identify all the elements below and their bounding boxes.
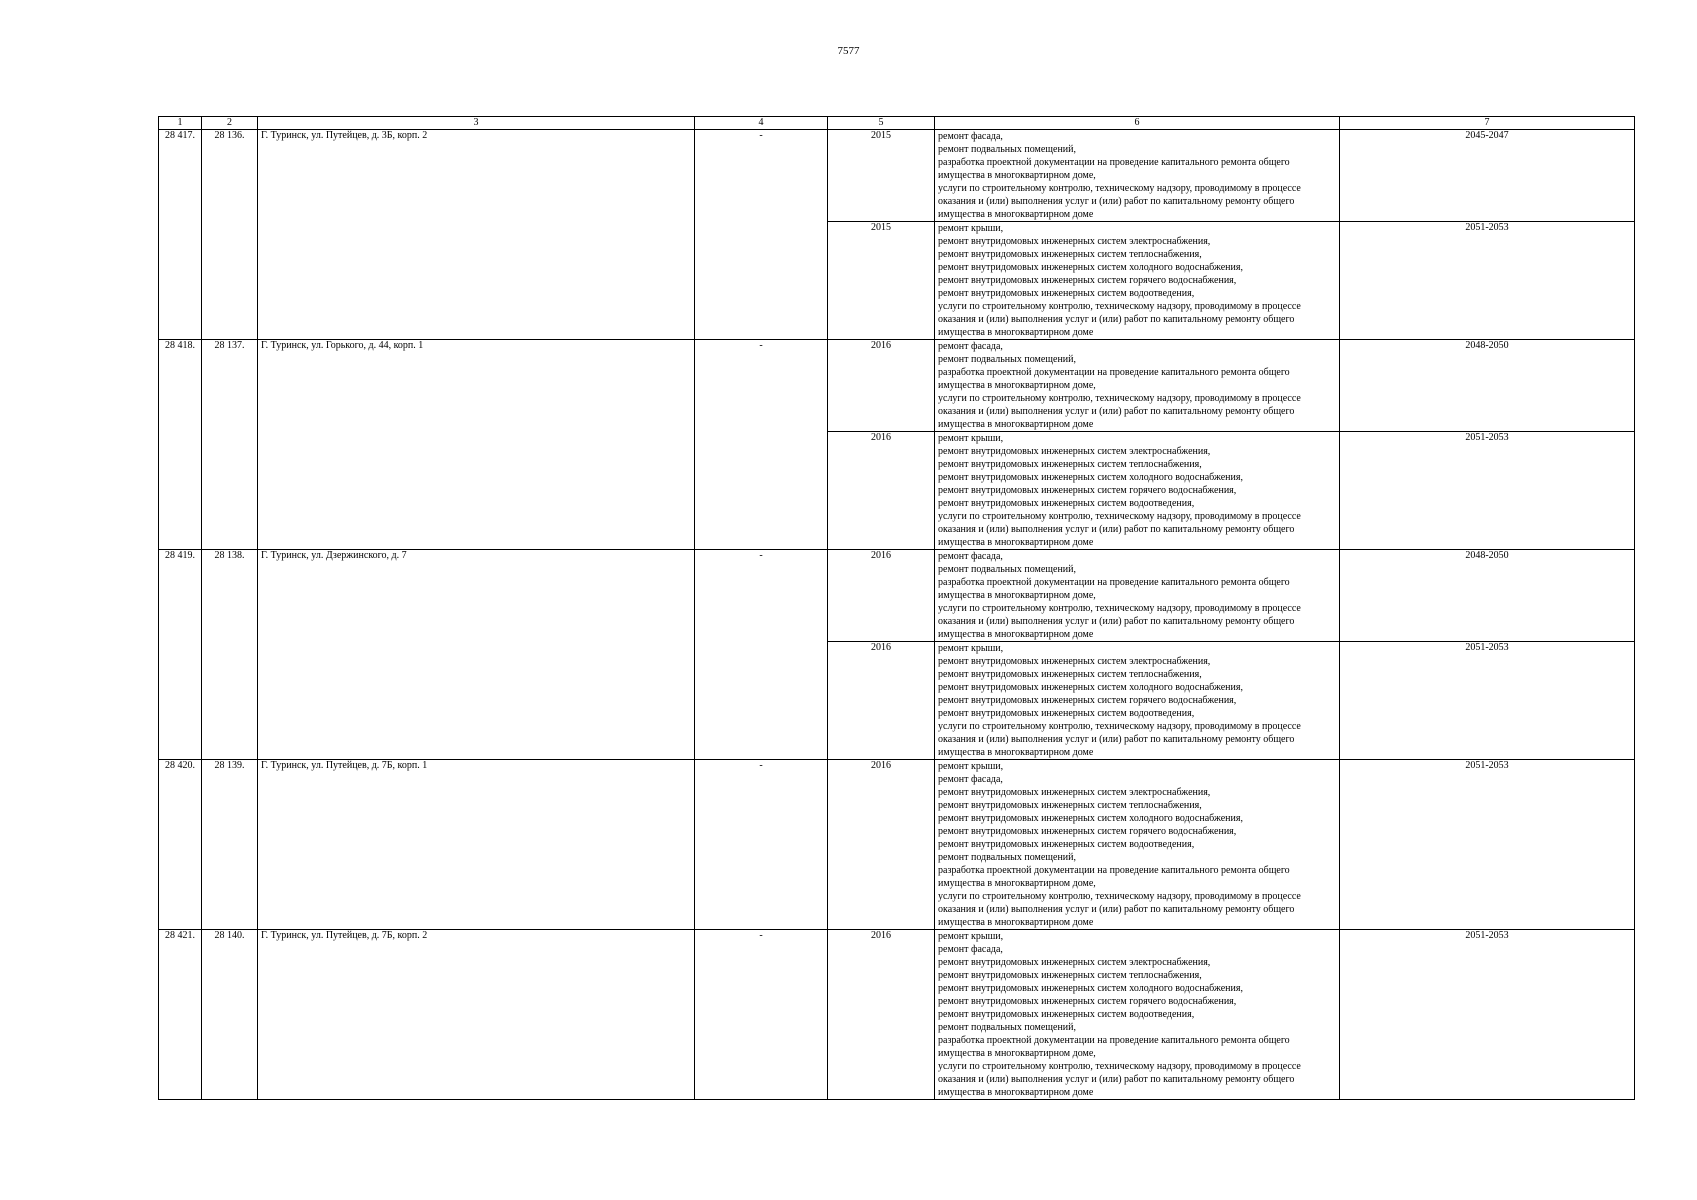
work-item: имущества в многоквартирном доме, xyxy=(938,878,1096,889)
work-item: услуги по строительному контролю, техническому надзору, проводимому в процессе xyxy=(938,393,1301,404)
column-4-cell: - xyxy=(695,340,828,550)
work-item: ремонт внутридомовых инженерных систем холодного водоснабжения, xyxy=(938,262,1243,273)
work-item: ремонт внутридомовых инженерных систем водоотведения, xyxy=(938,708,1195,719)
work-item: ремонт внутридомовых инженерных систем водоотведения, xyxy=(938,288,1195,299)
work-item: имущества в многоквартирном доме, xyxy=(938,590,1096,601)
work-item: ремонт внутридомовых инженерных систем электроснабжения, xyxy=(938,787,1211,798)
work-item: разработка проектной документации на проведение капитального ремонта общего xyxy=(938,157,1290,168)
work-item: имущества в многоквартирном доме, xyxy=(938,170,1096,181)
work-item: ремонт внутридомовых инженерных систем холодного водоснабжения, xyxy=(938,983,1243,994)
work-item: ремонт крыши, xyxy=(938,931,1004,942)
work-item: ремонт внутридомовых инженерных систем водоотведения, xyxy=(938,1009,1195,1020)
year-cell: 2016 xyxy=(828,432,935,550)
period-cell: 2051-2053 xyxy=(1340,432,1635,550)
work-item: оказания и (или) выполнения услуг и (или) работ по капитальному ремонту общего xyxy=(938,734,1295,745)
work-list xyxy=(938,760,1336,929)
column-4-cell: - xyxy=(695,130,828,340)
period-cell: 2051-2053 xyxy=(1340,642,1635,760)
table-body xyxy=(159,130,1635,1100)
address-cell: Г. Туринск, ул. Путейцев, д. 3Б, корп. 2 xyxy=(258,130,695,340)
works-cell xyxy=(935,130,1340,222)
work-item: услуги по строительному контролю, техническому надзору, проводимому в процессе xyxy=(938,183,1301,194)
table-row xyxy=(159,340,1635,432)
work-item: ремонт внутридомовых инженерных систем электроснабжения, xyxy=(938,446,1211,457)
sub-number: 28 137. xyxy=(202,340,258,550)
column-header: 1 xyxy=(159,117,202,130)
work-item: услуги по строительному контролю, техническому надзору, проводимому в процессе xyxy=(938,511,1301,522)
work-item: оказания и (или) выполнения услуг и (или) работ по капитальному ремонту общего xyxy=(938,904,1295,915)
year-cell: 2016 xyxy=(828,550,935,642)
table-row xyxy=(159,930,1635,1100)
column-header: 7 xyxy=(1340,117,1635,130)
work-item: ремонт внутридомовых инженерных систем теплоснабжения, xyxy=(938,249,1202,260)
work-item: ремонт подвальных помещений, xyxy=(938,1022,1076,1033)
year-cell: 2016 xyxy=(828,340,935,432)
year-cell: 2015 xyxy=(828,130,935,222)
work-item: услуги по строительному контролю, техническому надзору, проводимому в процессе xyxy=(938,721,1301,732)
period-cell: 2048-2050 xyxy=(1340,340,1635,432)
year-cell: 2016 xyxy=(828,930,935,1100)
column-header: 4 xyxy=(695,117,828,130)
work-item: имущества в многоквартирном доме, xyxy=(938,1048,1096,1059)
work-item: ремонт внутридомовых инженерных систем горячего водоснабжения, xyxy=(938,275,1237,286)
capital-repair-table xyxy=(158,116,1635,1100)
column-header: 5 xyxy=(828,117,935,130)
works-cell xyxy=(935,550,1340,642)
work-item: имущества в многоквартирном доме xyxy=(938,917,1094,928)
work-list xyxy=(938,550,1336,641)
work-item: оказания и (или) выполнения услуг и (или) работ по капитальному ремонту общего xyxy=(938,196,1295,207)
year-cell: 2016 xyxy=(828,642,935,760)
work-item: оказания и (или) выполнения услуг и (или) работ по капитальному ремонту общего xyxy=(938,314,1295,325)
work-list xyxy=(938,642,1336,759)
work-item: ремонт внутридомовых инженерных систем теплоснабжения, xyxy=(938,970,1202,981)
work-item: разработка проектной документации на проведение капитального ремонта общего xyxy=(938,865,1290,876)
work-item: имущества в многоквартирном доме xyxy=(938,419,1094,430)
work-item: ремонт внутридомовых инженерных систем водоотведения, xyxy=(938,839,1195,850)
table-row xyxy=(159,760,1635,930)
work-item: ремонт крыши, xyxy=(938,761,1004,772)
work-item: ремонт внутридомовых инженерных систем горячего водоснабжения, xyxy=(938,826,1237,837)
work-item: оказания и (или) выполнения услуг и (или) работ по капитальному ремонту общего xyxy=(938,406,1295,417)
work-item: ремонт фасада, xyxy=(938,774,1003,785)
row-number: 28 418. xyxy=(159,340,202,550)
works-cell xyxy=(935,222,1340,340)
work-item: ремонт фасада, xyxy=(938,551,1003,562)
work-item: ремонт внутридомовых инженерных систем холодного водоснабжения, xyxy=(938,472,1243,483)
work-item: ремонт внутридомовых инженерных систем холодного водоснабжения, xyxy=(938,682,1243,693)
work-list xyxy=(938,930,1336,1099)
column-number-row xyxy=(159,117,1635,130)
work-item: имущества в многоквартирном доме xyxy=(938,537,1094,548)
period-cell: 2051-2053 xyxy=(1340,930,1635,1100)
sub-number: 28 138. xyxy=(202,550,258,760)
period-cell: 2051-2053 xyxy=(1340,760,1635,930)
work-item: ремонт подвальных помещений, xyxy=(938,564,1076,575)
column-header: 3 xyxy=(258,117,695,130)
work-item: ремонт крыши, xyxy=(938,643,1004,654)
work-item: ремонт внутридомовых инженерных систем теплоснабжения, xyxy=(938,800,1202,811)
work-list xyxy=(938,340,1336,431)
work-item: ремонт фасада, xyxy=(938,341,1003,352)
work-item: услуги по строительному контролю, техническому надзору, проводимому в процессе xyxy=(938,301,1301,312)
works-cell xyxy=(935,432,1340,550)
work-item: разработка проектной документации на проведение капитального ремонта общего xyxy=(938,1035,1290,1046)
work-item: услуги по строительному контролю, техническому надзору, проводимому в процессе xyxy=(938,603,1301,614)
work-item: ремонт внутридомовых инженерных систем горячего водоснабжения, xyxy=(938,695,1237,706)
work-item: ремонт внутридомовых инженерных систем горячего водоснабжения, xyxy=(938,485,1237,496)
works-cell xyxy=(935,340,1340,432)
row-number: 28 420. xyxy=(159,760,202,930)
address-cell: Г. Туринск, ул. Путейцев, д. 7Б, корп. 1 xyxy=(258,760,695,930)
sub-number: 28 140. xyxy=(202,930,258,1100)
work-item: разработка проектной документации на проведение капитального ремонта общего xyxy=(938,577,1290,588)
column-4-cell: - xyxy=(695,760,828,930)
sub-number: 28 139. xyxy=(202,760,258,930)
period-cell: 2045-2047 xyxy=(1340,130,1635,222)
work-item: имущества в многоквартирном доме xyxy=(938,327,1094,338)
work-item: ремонт фасада, xyxy=(938,131,1003,142)
work-item: разработка проектной документации на проведение капитального ремонта общего xyxy=(938,367,1290,378)
work-list xyxy=(938,432,1336,549)
work-item: услуги по строительному контролю, техническому надзору, проводимому в процессе xyxy=(938,891,1301,902)
work-list xyxy=(938,130,1336,221)
year-cell: 2016 xyxy=(828,760,935,930)
page-number: 7577 xyxy=(837,45,860,57)
works-cell xyxy=(935,642,1340,760)
table-row xyxy=(159,550,1635,642)
address-cell: Г. Туринск, ул. Дзержинского, д. 7 xyxy=(258,550,695,760)
work-item: имущества в многоквартирном доме xyxy=(938,1087,1094,1098)
column-4-cell: - xyxy=(695,550,828,760)
address-cell: Г. Туринск, ул. Горького, д. 44, корп. 1 xyxy=(258,340,695,550)
work-item: услуги по строительному контролю, техническому надзору, проводимому в процессе xyxy=(938,1061,1301,1072)
work-item: ремонт внутридомовых инженерных систем электроснабжения, xyxy=(938,957,1211,968)
work-item: оказания и (или) выполнения услуг и (или) работ по капитальному ремонту общего xyxy=(938,524,1295,535)
address-cell: Г. Туринск, ул. Путейцев, д. 7Б, корп. 2 xyxy=(258,930,695,1100)
work-item: имущества в многоквартирном доме, xyxy=(938,380,1096,391)
column-4-cell: - xyxy=(695,930,828,1100)
work-item: ремонт внутридомовых инженерных систем водоотведения, xyxy=(938,498,1195,509)
work-item: ремонт крыши, xyxy=(938,223,1004,234)
work-item: ремонт подвальных помещений, xyxy=(938,354,1076,365)
sub-number: 28 136. xyxy=(202,130,258,340)
column-header: 6 xyxy=(935,117,1340,130)
work-item: ремонт подвальных помещений, xyxy=(938,144,1076,155)
work-item: ремонт внутридомовых инженерных систем горячего водоснабжения, xyxy=(938,996,1237,1007)
work-item: имущества в многоквартирном доме xyxy=(938,629,1094,640)
work-item: оказания и (или) выполнения услуг и (или) работ по капитальному ремонту общего xyxy=(938,1074,1295,1085)
year-cell: 2015 xyxy=(828,222,935,340)
work-item: имущества в многоквартирном доме xyxy=(938,747,1094,758)
works-cell xyxy=(935,760,1340,930)
work-item: ремонт крыши, xyxy=(938,433,1004,444)
row-number: 28 421. xyxy=(159,930,202,1100)
work-list xyxy=(938,222,1336,339)
work-item: ремонт внутридомовых инженерных систем электроснабжения, xyxy=(938,236,1211,247)
work-item: ремонт подвальных помещений, xyxy=(938,852,1076,863)
work-item: ремонт внутридомовых инженерных систем электроснабжения, xyxy=(938,656,1211,667)
works-cell xyxy=(935,930,1340,1100)
work-item: ремонт внутридомовых инженерных систем холодного водоснабжения, xyxy=(938,813,1243,824)
work-item: ремонт внутридомовых инженерных систем теплоснабжения, xyxy=(938,669,1202,680)
work-item: ремонт внутридомовых инженерных систем теплоснабжения, xyxy=(938,459,1202,470)
table-row xyxy=(159,130,1635,222)
work-item: ремонт фасада, xyxy=(938,944,1003,955)
work-item: оказания и (или) выполнения услуг и (или) работ по капитальному ремонту общего xyxy=(938,616,1295,627)
row-number: 28 417. xyxy=(159,130,202,340)
period-cell: 2051-2053 xyxy=(1340,222,1635,340)
column-header: 2 xyxy=(202,117,258,130)
work-item: имущества в многоквартирном доме xyxy=(938,209,1094,220)
row-number: 28 419. xyxy=(159,550,202,760)
period-cell: 2048-2050 xyxy=(1340,550,1635,642)
